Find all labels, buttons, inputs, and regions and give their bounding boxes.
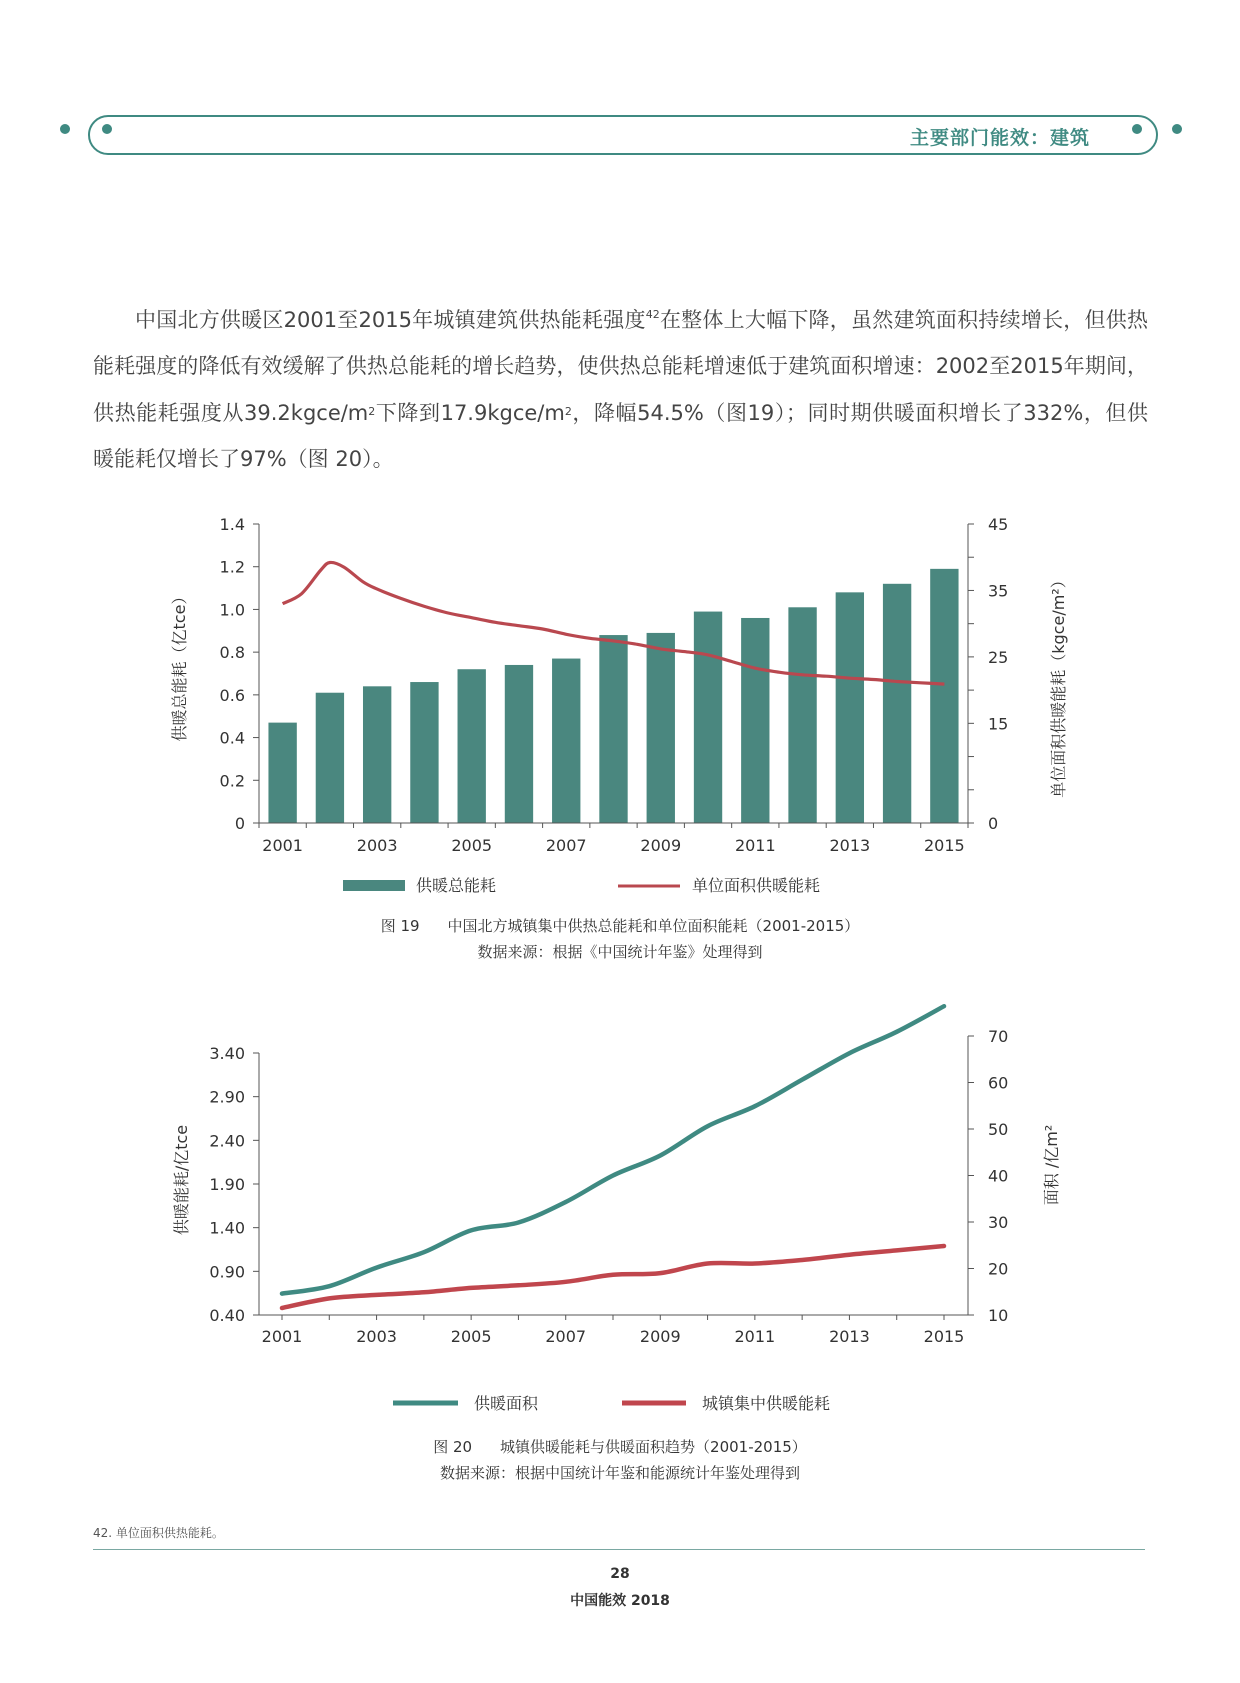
fig19-left-tick-label: 1.0 [219,600,245,620]
fig19-ylabel-left: 供暖总能耗（亿tce） [170,588,189,742]
p1-text-b: 在整体上大幅下降，虽然建筑面积持续增长，但供热能耗强度的降低有效缓解了供热总能耗的增长趋势，使供热总能耗增速低于建筑面积增速：2002至2015年期间，供热能耗强度从39.2kgce/m [93,308,1149,425]
fig20-left-tick-label: 1.90 [209,1175,245,1194]
fig19-x-tick-label: 2007 [545,836,587,855]
fig19-left-tick-label: 0.6 [219,685,245,705]
fig19-left-tick-label: 1.2 [219,557,245,577]
fig19-x-tick-label: 2009 [640,836,682,855]
figure-20-source: 数据来源：根据中国统计年鉴和能源统计年鉴处理得到 [439,1464,800,1482]
fig19-caption-num: 图 19 [380,917,420,935]
fig20-right-tick-label: 60 [988,1073,1009,1093]
fig20-legend-energy: 城镇集中供暖能耗 [702,1394,831,1413]
fig20-right-tick-label: 70 [988,1027,1009,1046]
fig19-legend-bar: 供暖总能耗 [416,876,497,895]
fig20-left-tick-label: 0.90 [209,1262,245,1282]
fig19-ylabel-right: 单位面积供暖能耗（kgce/m²） [1049,572,1068,798]
footer-divider [93,1549,1145,1550]
fig20-x-tick-label: 2005 [450,1327,492,1346]
fig20-legend-area: 供暖面积 [474,1394,539,1413]
fig20-right-tick-label: 50 [988,1120,1009,1139]
fig20-ylabel-right: 面积 /亿m² [1042,1124,1061,1206]
fig19-x-tick-label: 2005 [451,836,493,855]
book-title: 中国能效 2018 [570,1593,670,1609]
p1-text-a: 中国北方供暖区2001至2015年城镇建筑供热能耗强度 [135,308,646,332]
p1-unit-sub2: 2 [564,405,572,418]
fig19-left-tick-label: 0.4 [219,728,245,748]
fig20-right-tick-label: 10 [988,1306,1009,1325]
fig20-right-tick-label: 30 [988,1213,1009,1232]
fig19-right-tick-label: 15 [988,714,1009,734]
fig20-x-tick-label: 2015 [923,1327,965,1346]
fig19-left-tick-label: 0 [234,814,245,833]
fig19-right-tick-label: 45 [988,515,1009,534]
p1-unit-sub1: 2 [368,405,376,418]
fig20-left-tick-label: 2.90 [209,1087,245,1107]
fig20-right-tick-label: 40 [988,1166,1009,1186]
fig19-left-tick-label: 0.2 [219,771,245,791]
fig20-caption-title: 城镇供暖能耗与供暖面积趋势（2001-2015） [500,1438,807,1456]
figure-19-source: 数据来源：根据《中国统计年鉴》处理得到 [477,943,763,961]
figure-20-caption [0,1434,1240,1460]
fig20-right-tick-label: 20 [988,1259,1009,1279]
fig19-x-tick-label: 2003 [356,836,398,855]
fig20-x-tick-label: 2013 [829,1327,870,1346]
fig20-ylabel-left: 供暖能耗/亿tce [172,1124,191,1236]
fig20-left-tick-label: 3.40 [209,1044,245,1063]
fig19-right-tick-label: 35 [988,581,1009,601]
footnote: 42. 单位面积供热能耗。 [93,1526,224,1540]
fig19-right-tick-label: 25 [988,647,1009,667]
fig20-caption-num: 图 20 [433,1438,473,1456]
fig19-x-tick-label: 2001 [262,836,303,855]
fig19-x-tick-label: 2015 [924,836,965,855]
p1-text-c: 下降到17.9kgce/m [375,401,565,425]
fig19-caption-title: 中国北方城镇集中供热总能耗和单位面积能耗（2001-2015） [447,917,860,935]
fig19-right-tick-label: 0 [988,814,999,833]
fig19-left-tick-label: 1.4 [219,515,245,534]
fig19-x-tick-label: 2013 [829,836,871,855]
fig20-area-line [282,1006,944,1293]
fig19-legend-line: 单位面积供暖能耗 [692,876,821,895]
fig20-x-tick-label: 2009 [639,1327,681,1346]
fig20-x-tick-label: 2011 [734,1327,776,1346]
footnote-ref[interactable]: 42 [645,308,660,321]
fig19-x-tick-label: 2011 [734,836,776,855]
page-number: 28 [610,1566,630,1582]
fig20-left-tick-label: 2.40 [209,1131,245,1151]
fig20-x-tick-label: 2003 [356,1327,397,1346]
fig20-energy-line [282,1246,944,1308]
section-title: 主要部门能效：建筑 [909,127,1090,149]
fig19-left-tick-label: 0.8 [219,643,245,663]
p1-text-d: ，降幅54.5%（图19）；同时期供暖面积增长了332%，但供暖能耗仅增长了97%（图 20）。 [93,401,1149,471]
fig20-x-tick-label: 2001 [261,1327,303,1346]
fig20-left-tick-label: 0.40 [209,1306,245,1325]
fig20-x-tick-label: 2007 [545,1327,587,1346]
fig20-left-tick-label: 1.40 [209,1218,245,1238]
